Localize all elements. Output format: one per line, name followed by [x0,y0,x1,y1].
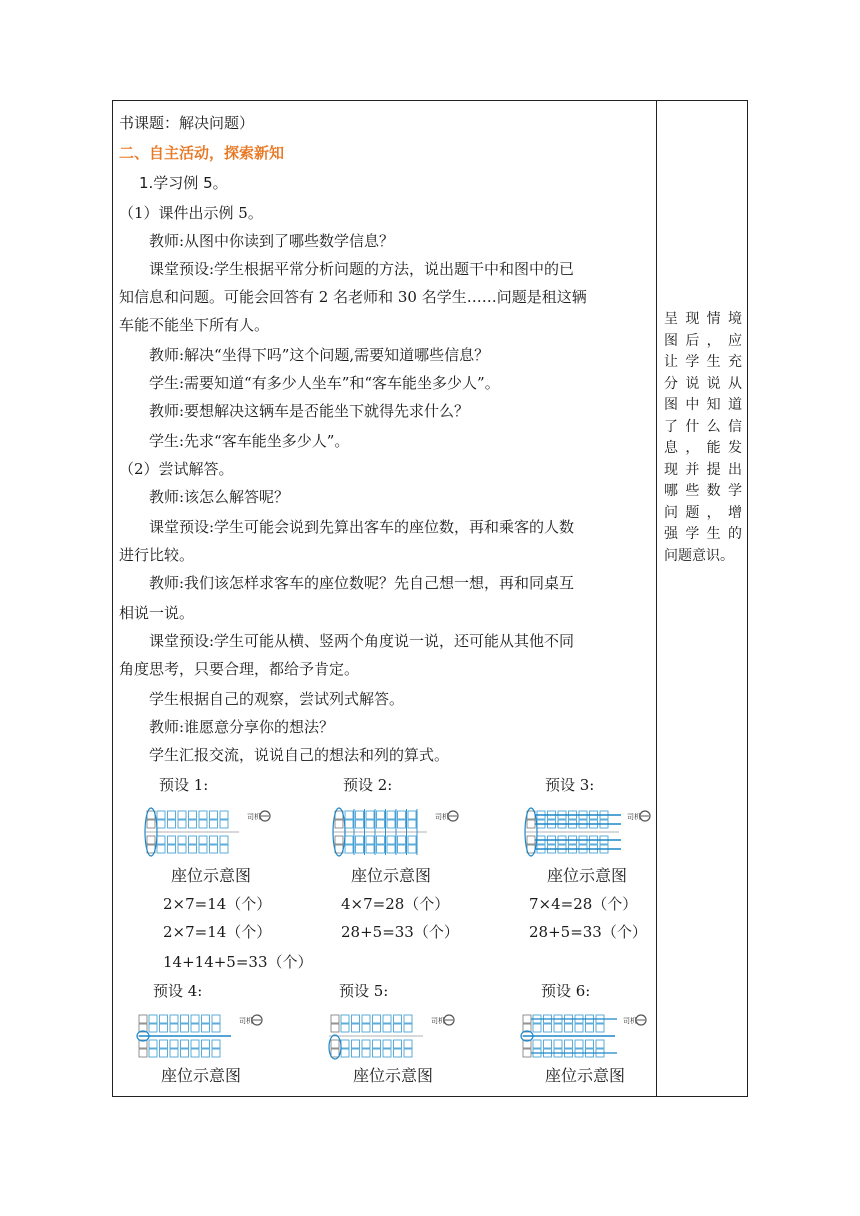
seat [157,811,165,819]
seat [147,820,155,828]
seat [220,836,228,844]
formula: 2×7=14（个） [163,895,272,913]
seat [398,836,406,844]
side-note-column [664,309,742,567]
seat [377,820,385,828]
seat [523,1049,531,1057]
driver-label: 司机 [247,813,261,821]
seat [356,845,364,853]
seat [394,1015,402,1023]
side-note-line: 呈现情境 [664,311,742,327]
seat [408,820,416,828]
seat [398,820,406,828]
seat [373,1024,381,1032]
seat [168,836,176,844]
preset-label: 预设 1: [159,776,209,794]
seat [189,820,197,828]
seat [181,1049,189,1057]
seat [523,1015,531,1023]
diagram-caption: 座位示意图 [171,866,252,885]
seat [383,1024,391,1032]
seat [398,845,406,853]
seat [387,836,395,844]
seat [362,1049,370,1057]
seat [199,845,207,853]
seat [178,845,186,853]
side-note-line: 图后，应 [664,332,742,349]
seat [170,1040,178,1048]
text-line: 知信息和问题。可能会回答有 2 名老师和 30 名学生……问题是租这辆 [119,288,587,306]
seat [189,845,197,853]
seat [377,845,385,853]
driver-label: 司机 [239,1017,253,1025]
seat [527,820,535,828]
seat [341,1024,349,1032]
diagram-caption: 座位示意图 [547,866,628,885]
text-line: 课堂预设:学生根据平常分析问题的方法，说出题干中和图中的已 [149,260,575,278]
seat [212,1024,220,1032]
seat [168,811,176,819]
seat [181,1015,189,1023]
driver-label: 司机 [623,1017,637,1025]
side-note-line: 分说说从 [664,375,742,392]
side-note-line: 息，能发 [664,440,742,456]
seat [191,1024,199,1032]
side-note-line: 让学生充 [664,354,742,370]
seat [170,1049,178,1057]
seat [157,845,165,853]
seat [345,845,353,853]
seat [331,1040,339,1048]
seat [345,836,353,844]
seat [404,1024,412,1032]
text-line: 学生:先求“客车能坐多少人”。 [149,432,350,450]
seat [394,1049,402,1057]
text-line: 课堂预设:学生可能从横、竖两个角度说一说，还可能从其他不同 [149,632,575,650]
side-note-line: 问题意识。 [664,547,734,564]
seat [586,1040,594,1048]
seat [181,1040,189,1048]
seat [341,1040,349,1048]
subheading: 1.学习例 5。 [139,174,228,192]
seat [331,1024,339,1032]
seat [394,1040,402,1048]
seat [352,1040,360,1048]
seat [366,845,374,853]
seat-diagram [327,1011,459,1061]
seat [575,1040,583,1048]
formula: 4×7=28（个） [341,895,450,913]
seat-diagram [523,807,655,857]
seat [345,811,353,819]
seat-diagram [519,1011,651,1061]
seat [408,836,416,844]
seat [533,1024,541,1032]
seat [408,811,416,819]
side-note-line: 哪些数学 [664,483,742,499]
seat [586,1024,594,1032]
seat [544,1040,552,1048]
seat [202,1024,210,1032]
seat [596,1040,604,1048]
seat [149,1040,157,1048]
driver-label: 司机 [431,1017,445,1025]
seat [178,811,186,819]
seat [345,820,353,828]
seat [408,845,416,853]
text-line: 教师:该怎么解答呢？ [149,488,290,506]
seat-diagram [135,1011,267,1061]
lesson-table [112,100,748,1097]
seat [335,836,343,844]
seat [147,836,155,844]
preset-label: 预设 3: [545,776,595,794]
seat [189,836,197,844]
text-line: 学生:需要知道“有多少人坐车”和“客车能坐多少人”。 [149,374,500,392]
seat [596,1024,604,1032]
seat [178,820,186,828]
seat [149,1024,157,1032]
text-line: （1）课件出示例 5。 [119,204,263,222]
side-note-line: 图中知道 [664,397,742,413]
seat [394,1024,402,1032]
preset-label: 预设 2: [343,776,393,794]
side-note-line: 了什么信 [664,418,742,435]
seat [352,1015,360,1023]
formula: 28+5=33（个） [341,923,459,941]
seat [210,820,218,828]
seat [331,1049,339,1057]
seat [157,836,165,844]
seat [202,1015,210,1023]
seat [210,845,218,853]
diagram-caption: 座位示意图 [351,866,432,885]
seat [212,1040,220,1048]
text-line: 教师:解决“坐得下吗”这个问题,需要知道哪些信息？ [149,346,490,364]
seat [565,1024,573,1032]
seat [220,811,228,819]
seat [404,1015,412,1023]
text-line: 进行比较。 [119,546,195,564]
seat [191,1040,199,1048]
seat [554,1040,562,1048]
seat [377,836,385,844]
seat [199,820,207,828]
seat [356,820,364,828]
seat [139,1015,147,1023]
seat [362,1040,370,1048]
seat [220,845,228,853]
seat [202,1049,210,1057]
seat [212,1015,220,1023]
seat [168,820,176,828]
seat [373,1040,381,1048]
seat [168,845,176,853]
seat [544,1024,552,1032]
seat [387,820,395,828]
text-line: 角度思考，只要合理，都给予肯定。 [119,660,360,678]
preset-label: 预设 6: [541,982,591,1000]
seat [199,836,207,844]
seat [352,1049,360,1057]
seat [199,811,207,819]
text-line: 教师:我们该怎样求客车的座位数呢？先自己想一想，再和同桌互 [149,574,575,592]
seat [160,1040,168,1048]
seat [362,1024,370,1032]
seat [362,1015,370,1023]
seat [160,1024,168,1032]
seat [383,1040,391,1048]
driver-label: 司机 [627,813,641,821]
seat [554,1024,562,1032]
formula: 2×7=14（个） [163,923,272,941]
seat [366,820,374,828]
diagram-caption: 座位示意图 [353,1066,434,1085]
seat [387,811,395,819]
formula: 14+14+5=33（个） [163,953,313,971]
preset-label: 预设 5: [339,982,389,1000]
text-line: （2）尝试解答。 [119,460,234,478]
seat [170,1015,178,1023]
seat [527,836,535,844]
text-line: 相说一说。 [119,604,195,622]
text-line: 书课题：解决问题） [119,114,255,132]
seat [149,1015,157,1023]
preset-label: 预设 4: [153,982,203,1000]
seat [383,1015,391,1023]
side-note-line: 现并提出 [664,461,742,478]
seat [377,811,385,819]
seat [210,836,218,844]
seat [139,1049,147,1057]
side-note-line: 问题，增 [664,504,742,521]
text-line: 学生汇报交流，说说自己的想法和列的算式。 [149,746,450,764]
seat [331,1015,339,1023]
seat [335,820,343,828]
seat [575,1024,583,1032]
text-line: 车能不能坐下所有人。 [119,316,270,334]
seat [565,1040,573,1048]
seat [178,836,186,844]
seat [404,1040,412,1048]
seat [189,811,197,819]
section-heading: 二、自主活动，探索新知 [119,144,285,162]
seat [356,811,364,819]
seat [160,1049,168,1057]
formula: 7×4=28（个） [529,895,638,913]
seat [341,1015,349,1023]
seat [398,811,406,819]
text-line: 学生根据自己的观察，尝试列式解答。 [149,690,405,708]
seat [170,1024,178,1032]
seat [220,820,228,828]
diagram-caption: 座位示意图 [545,1066,626,1085]
seat [212,1049,220,1057]
side-note-line: 强学生的 [664,526,742,542]
seat [202,1040,210,1048]
text-line: 课堂预设:学生可能会说到先算出客车的座位数，再和乘客的人数 [149,518,575,536]
column-divider [656,101,657,1096]
seat [149,1049,157,1057]
seat [383,1049,391,1057]
seat [191,1049,199,1057]
seat [160,1015,168,1023]
seat [366,811,374,819]
diagram-caption: 座位示意图 [161,1066,242,1085]
driver-label: 司机 [435,813,449,821]
text-line: 教师:从图中你读到了哪些数学信息？ [149,232,395,250]
seat [533,1040,541,1048]
seat [157,820,165,828]
formula: 28+5=33（个） [529,923,647,941]
seat [356,836,364,844]
text-line: 教师:要想解决这辆车是否能坐下就得先求什么？ [149,402,470,420]
seat-diagram [143,807,275,857]
seat [404,1049,412,1057]
text-line: 教师:谁愿意分享你的想法？ [149,718,335,736]
seat [366,836,374,844]
seat [373,1049,381,1057]
seat-diagram [331,807,463,857]
seat [191,1015,199,1023]
seat [387,845,395,853]
seat [210,811,218,819]
seat [341,1049,349,1057]
seat [373,1015,381,1023]
seat [352,1024,360,1032]
seat [181,1024,189,1032]
